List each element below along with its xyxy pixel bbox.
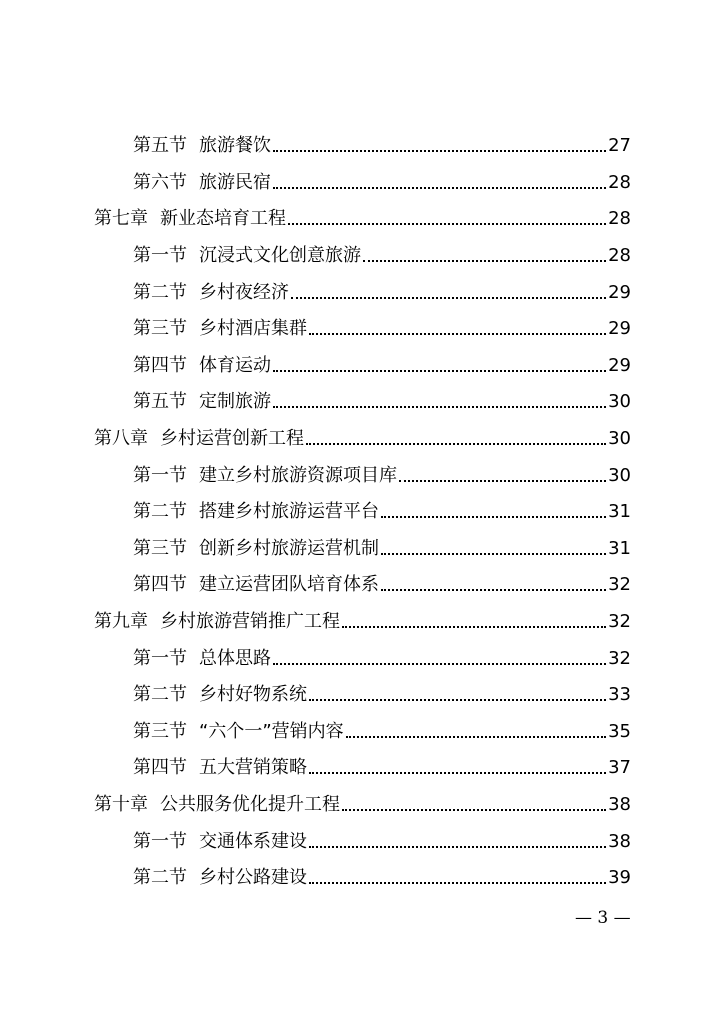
toc-entry-number: 第一节	[133, 647, 187, 669]
toc-section-entry[interactable]	[0, 494, 724, 531]
toc-section-entry[interactable]	[0, 860, 724, 897]
toc-section-entry[interactable]	[0, 640, 724, 677]
toc-chapter-entry[interactable]	[0, 201, 724, 238]
toc-entry-page: 37	[608, 757, 631, 779]
toc-entry-number: 第八章	[94, 428, 148, 450]
toc-entry-page: 38	[608, 830, 631, 852]
toc-section-entry[interactable]	[0, 384, 724, 421]
toc-entry-title: 创新乡村旅游运营机制	[199, 537, 379, 559]
toc-entry-number: 第三节	[133, 720, 187, 742]
toc-entry-line	[133, 574, 724, 596]
toc-entry-title: 建立乡村旅游资源项目库	[199, 464, 397, 486]
toc-entry-number: 第一节	[133, 830, 187, 852]
toc-entry-page: 29	[608, 281, 631, 303]
toc-entry-page: 29	[608, 354, 631, 376]
toc-entry-number: 第一节	[133, 464, 187, 486]
dot-leader	[309, 882, 606, 884]
toc-entry-title: 旅游餐饮	[199, 135, 271, 157]
toc-section-entry[interactable]	[0, 457, 724, 494]
toc-entry-title: 公共服务优化提升工程	[160, 793, 340, 815]
toc-entry-title: 乡村旅游营销推广工程	[160, 611, 340, 633]
toc-entry-number: 第五节	[133, 135, 187, 157]
table-of-contents	[0, 128, 724, 896]
toc-section-entry[interactable]	[0, 238, 724, 275]
toc-entry-line	[94, 208, 724, 230]
toc-section-entry[interactable]	[0, 348, 724, 385]
toc-entry-title: 体育运动	[199, 354, 271, 376]
toc-section-entry[interactable]	[0, 274, 724, 311]
toc-entry-page: 28	[608, 171, 631, 193]
dot-leader	[273, 370, 606, 372]
dot-leader	[291, 297, 606, 299]
toc-section-entry[interactable]	[0, 531, 724, 568]
dot-leader	[309, 846, 606, 848]
toc-entry-number: 第二节	[133, 501, 187, 523]
toc-entry-line	[94, 794, 724, 816]
toc-entry-page: 27	[608, 135, 631, 157]
dot-leader	[273, 150, 606, 152]
toc-section-entry[interactable]	[0, 714, 724, 751]
toc-entry-line	[133, 648, 724, 670]
toc-entry-title: 新业态培育工程	[160, 208, 286, 230]
toc-entry-page: 33	[608, 684, 631, 706]
toc-entry-line	[133, 245, 724, 267]
toc-entry-number: 第九章	[94, 611, 148, 633]
toc-entry-page: 32	[608, 611, 631, 633]
toc-entry-line	[94, 428, 724, 450]
dot-leader	[309, 333, 606, 335]
dot-leader	[288, 223, 606, 225]
toc-entry-title: 总体思路	[199, 647, 271, 669]
toc-entry-title: 乡村夜经济	[199, 281, 289, 303]
toc-entry-page: 30	[608, 464, 631, 486]
toc-entry-title: 乡村运营创新工程	[160, 428, 304, 450]
toc-section-entry[interactable]	[0, 128, 724, 165]
toc-chapter-entry[interactable]	[0, 604, 724, 641]
toc-entry-number: 第四节	[133, 354, 187, 376]
toc-entry-page: 31	[608, 537, 631, 559]
dot-leader	[399, 480, 606, 482]
toc-entry-line	[133, 684, 724, 706]
toc-section-entry[interactable]	[0, 823, 724, 860]
dot-leader	[273, 663, 606, 665]
page-number: — 3 —	[575, 908, 631, 928]
dot-leader	[273, 406, 606, 408]
toc-entry-line	[133, 465, 724, 487]
toc-entry-title: 搭建乡村旅游运营平台	[199, 501, 379, 523]
toc-entry-line	[133, 831, 724, 853]
dot-leader	[381, 553, 606, 555]
toc-entry-line	[133, 355, 724, 377]
dot-leader	[309, 772, 606, 774]
toc-entry-page: 32	[608, 647, 631, 669]
toc-entry-page: 39	[608, 867, 631, 889]
toc-entry-page: 38	[608, 793, 631, 815]
toc-entry-page: 32	[608, 574, 631, 596]
toc-entry-title: 定制旅游	[199, 391, 271, 413]
toc-entry-number: 第二节	[133, 684, 187, 706]
toc-entry-page: 30	[608, 391, 631, 413]
toc-entry-line	[133, 721, 724, 743]
toc-entry-number: 第五节	[133, 391, 187, 413]
dot-leader	[381, 589, 606, 591]
toc-entry-title: “六个一”营销内容	[199, 720, 344, 742]
dot-leader	[346, 736, 606, 738]
toc-entry-number: 第四节	[133, 574, 187, 596]
toc-entry-title: 五大营销策略	[199, 757, 307, 779]
toc-entry-page: 28	[608, 208, 631, 230]
toc-section-entry[interactable]	[0, 311, 724, 348]
toc-section-entry[interactable]	[0, 165, 724, 202]
dot-leader	[306, 443, 606, 445]
toc-chapter-entry[interactable]	[0, 421, 724, 458]
toc-entry-number: 第七章	[94, 208, 148, 230]
dot-leader	[381, 516, 606, 518]
toc-chapter-entry[interactable]	[0, 787, 724, 824]
toc-entry-title: 旅游民宿	[199, 171, 271, 193]
toc-entry-line	[133, 172, 724, 194]
toc-entry-page: 31	[608, 501, 631, 523]
dot-leader	[342, 626, 606, 628]
toc-entry-line	[133, 318, 724, 340]
toc-entry-title: 乡村酒店集群	[199, 318, 307, 340]
toc-entry-line	[133, 757, 724, 779]
toc-section-entry[interactable]	[0, 567, 724, 604]
toc-entry-title: 乡村公路建设	[199, 867, 307, 889]
dot-leader	[309, 699, 606, 701]
toc-entry-page: 28	[608, 245, 631, 267]
toc-entry-title: 乡村好物系统	[199, 684, 307, 706]
toc-entry-line	[133, 867, 724, 889]
toc-entry-title: 沉浸式文化创意旅游	[199, 245, 361, 267]
dot-leader	[273, 187, 606, 189]
toc-section-entry[interactable]	[0, 750, 724, 787]
toc-entry-line	[133, 135, 724, 157]
toc-entry-page: 29	[608, 318, 631, 340]
toc-entry-number: 第六节	[133, 171, 187, 193]
toc-entry-number: 第二节	[133, 867, 187, 889]
toc-entry-number: 第十章	[94, 793, 148, 815]
toc-entry-title: 交通体系建设	[199, 830, 307, 852]
toc-entry-number: 第三节	[133, 537, 187, 559]
toc-entry-number: 第二节	[133, 281, 187, 303]
toc-entry-number: 第一节	[133, 245, 187, 267]
toc-entry-line	[133, 391, 724, 413]
toc-entry-page: 30	[608, 428, 631, 450]
toc-entry-page: 35	[608, 720, 631, 742]
dot-leader	[342, 809, 606, 811]
toc-section-entry[interactable]	[0, 677, 724, 714]
toc-entry-line	[133, 538, 724, 560]
toc-entry-number: 第三节	[133, 318, 187, 340]
toc-entry-line	[94, 611, 724, 633]
toc-entry-title: 建立运营团队培育体系	[199, 574, 379, 596]
toc-entry-line	[133, 501, 724, 523]
toc-entry-number: 第四节	[133, 757, 187, 779]
dot-leader	[363, 260, 606, 262]
toc-entry-line	[133, 282, 724, 304]
